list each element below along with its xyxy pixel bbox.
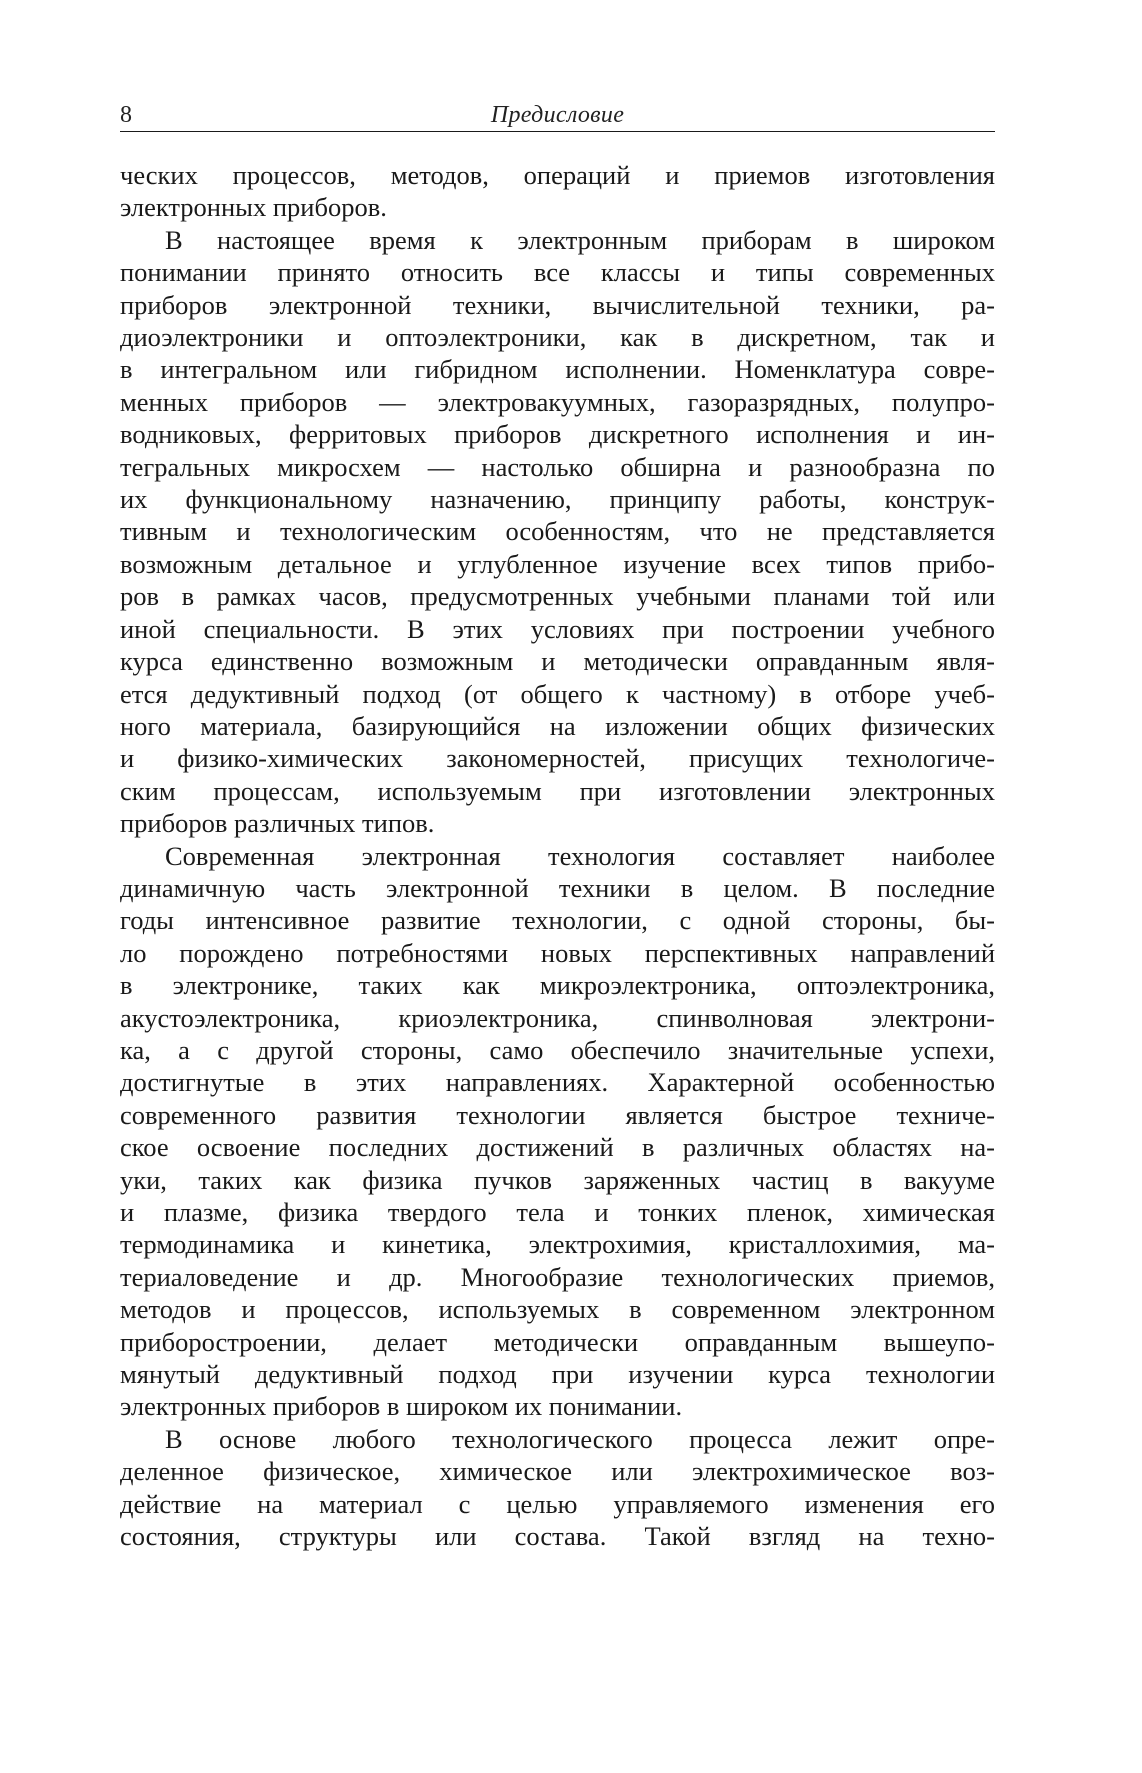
- text-line: и физико-химических закономерностей, присущих технологиче-: [120, 743, 995, 774]
- text-line: тивным и технологическим особенностям, что не представляется: [120, 516, 995, 547]
- text-line: мянутый дедуктивный подход при изучении курса технологии: [120, 1359, 995, 1390]
- text-line: акустоэлектроника, криоэлектроника, спинволновая электрони-: [120, 1002, 995, 1033]
- text-line: понимании принято относить все классы и типы современных: [120, 257, 995, 288]
- text-line: состояния, структуры или состава. Такой взгляд на техно-: [120, 1521, 995, 1552]
- text-line: в интегральном или гибридном исполнении. Номенклатура совре-: [120, 354, 995, 385]
- text-line: термодинамика и кинетика, электрохимия, кристаллохимия, ма-: [120, 1229, 995, 1260]
- text-line: и плазме, физика твердого тела и тонких пленок, химическая: [120, 1197, 995, 1227]
- text-line: ров в рамках часов, предусмотренных учебными планами той или: [120, 581, 995, 612]
- text-line: тегральных микросхем — настолько обширна и разнообразна по: [120, 451, 995, 482]
- text-line: их функциональному назначению, принципу работы, конструк-: [120, 484, 995, 515]
- text-line: в электронике, таких как микроэлектроника, оптоэлектроника,: [120, 970, 995, 1001]
- body-text: [120, 159, 995, 1552]
- text-line: годы интенсивное развитие технологии, с одной стороны, бы-: [120, 905, 995, 936]
- text-line: действие на материал с целью управляемого изменения его: [120, 1488, 995, 1519]
- text-line: диоэлектроники и оптоэлектроники, как в дискретном, так и: [120, 322, 995, 353]
- text-line: водниковых, ферритовых приборов дискретного исполнения и ин-: [120, 419, 995, 450]
- text-line: современного развития технологии является быстрое техниче-: [120, 1099, 995, 1130]
- text-line: ским процессам, используемым при изготовлении электронных: [120, 775, 995, 806]
- running-title: Предисловие: [490, 102, 625, 128]
- text-line: ка, а с другой стороны, само обеспечило значительные успехи,: [120, 1034, 995, 1065]
- text-line: динамичную часть электронной техники в целом. В последние: [120, 872, 995, 903]
- text-line: менных приборов — электровакуумных, газоразрядных, полупро-: [120, 386, 995, 417]
- page-number: 8: [120, 102, 132, 128]
- running-head: [120, 101, 995, 132]
- text-line: иной специальности. В этих условиях при построении учебного: [120, 613, 995, 644]
- text-line: ческих процессов, методов, операций и приемов изготовления: [120, 160, 995, 190]
- text-line: ское освоение последних достижений в различных областях на-: [120, 1132, 995, 1163]
- text-line: электронных приборов.: [120, 192, 387, 223]
- text-line: электронных приборов в широком их понимании.: [120, 1391, 683, 1422]
- text-line: териаловедение и др. Многообразие технологических приемов,: [120, 1261, 995, 1292]
- text-line: ло порождено потребностями новых перспективных направлений: [120, 937, 995, 968]
- text-line: ется дедуктивный подход (от общего к частному) в отборе учеб-: [120, 678, 995, 709]
- text-line: методов и процессов, используемых в современном электронном: [120, 1294, 995, 1325]
- text-line: уки, таких как физика пучков заряженных частиц в вакууме: [120, 1164, 995, 1195]
- text-line: возможным детальное и углубленное изучение всех типов прибо-: [120, 548, 995, 579]
- text-line: В настоящее время к электронным приборам в широком: [165, 224, 995, 255]
- text-line: приборостроении, делает методически оправданным вышеупо-: [120, 1326, 995, 1357]
- text-line: Современная электронная технология составляет наиболее: [165, 840, 995, 871]
- text-line: деленное физическое, химическое или электрохимическое воз-: [120, 1456, 995, 1487]
- text-line: достигнутые в этих направлениях. Характерной особенностью: [120, 1067, 995, 1098]
- text-line: приборов различных типов.: [120, 808, 435, 839]
- text-line: приборов электронной техники, вычислительной техники, ра-: [120, 289, 995, 320]
- text-line: ного материала, базирующийся на изложении общих физических: [120, 710, 995, 741]
- text-line: В основе любого технологического процесса лежит опре-: [165, 1423, 995, 1454]
- text-line: курса единственно возможным и методически оправданным явля-: [120, 646, 995, 677]
